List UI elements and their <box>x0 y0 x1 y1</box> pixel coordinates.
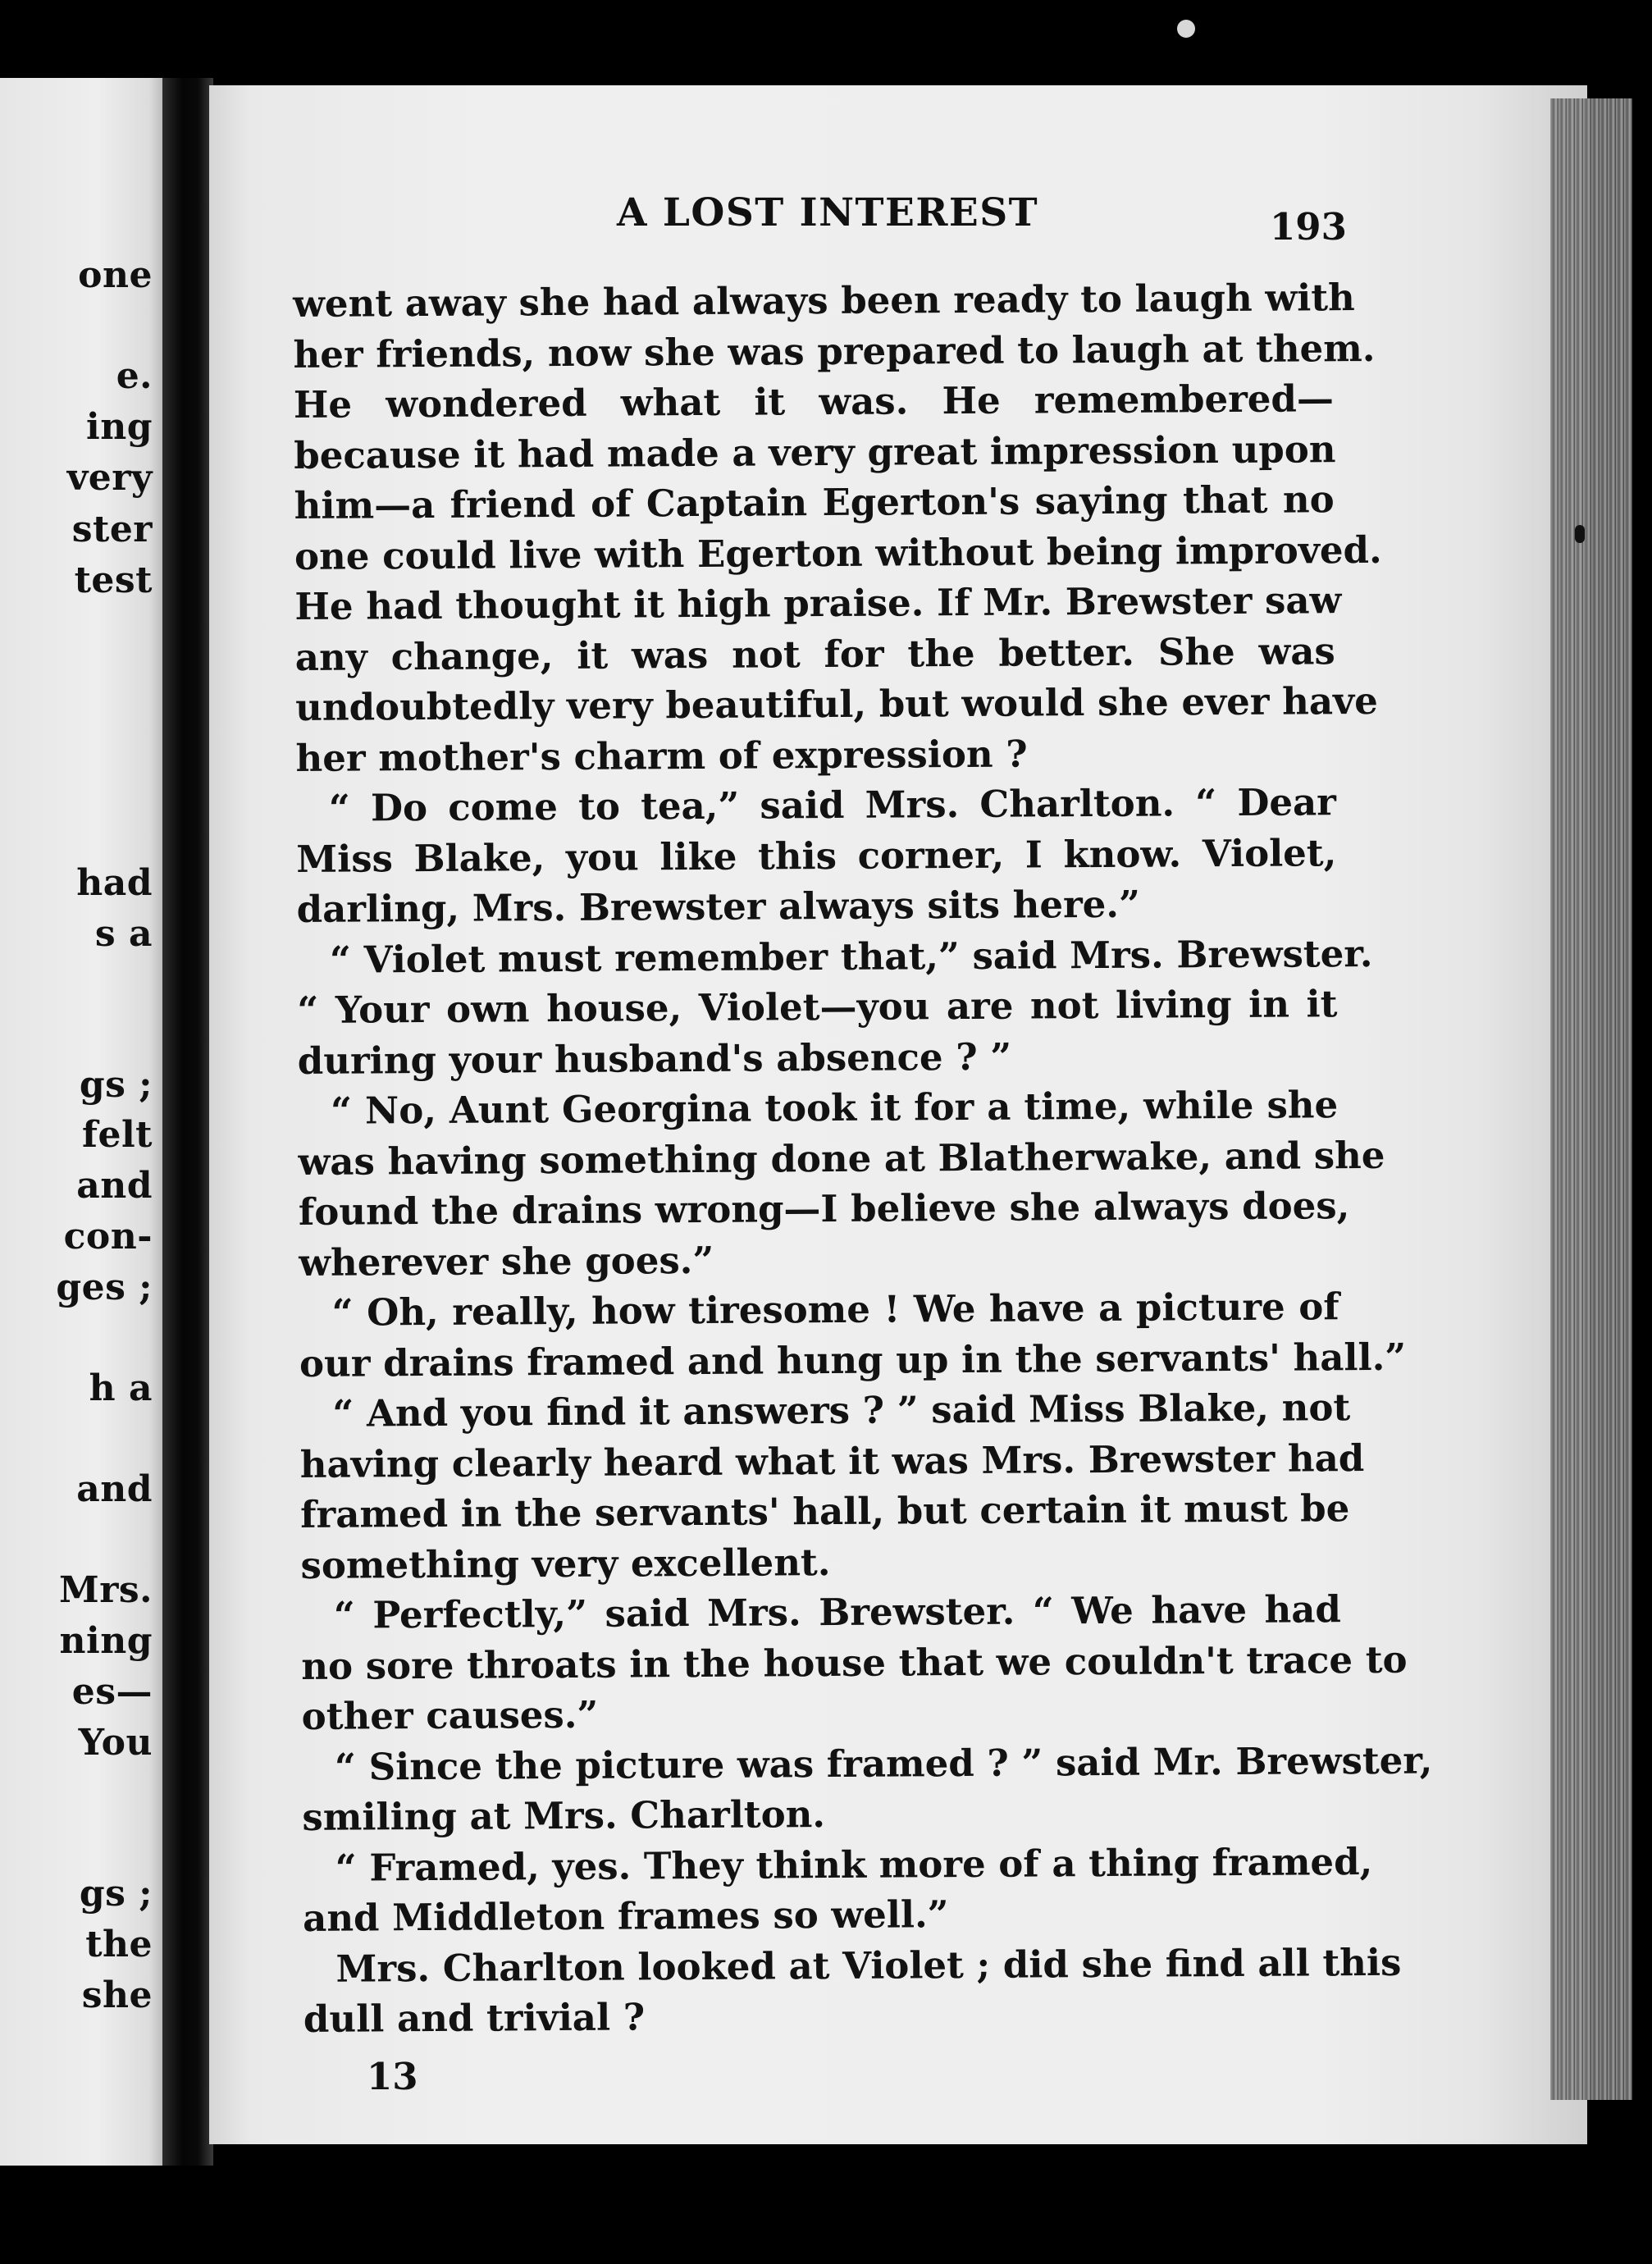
text-line: undoubtedly very beautiful, but would she ever have <box>295 678 1378 729</box>
text-line: darling, Mrs. Brewster always sits here.” <box>296 882 1141 931</box>
text-line: was having something done at Blatherwake, and she <box>298 1133 1385 1184</box>
text-line: “ Oh, really, how tiresome ! We have a picture of <box>331 1285 1339 1335</box>
text-line: him—a friend of Captain Egerton's saying that no <box>294 477 1335 527</box>
text-line: other causes.” <box>301 1692 599 1738</box>
text-line: Miss Blake, you like this corner, I know. Violet, <box>296 830 1337 881</box>
left-page-line: she <box>81 1974 153 2016</box>
left-page-line: gs ; <box>79 1064 153 1106</box>
text-line: her friends, now she was prepared to laugh at them. <box>293 326 1376 377</box>
text-line: during your husband's absence ? ” <box>297 1034 1012 1083</box>
text-line: “ Your own house, Violet—you are not living in it <box>297 982 1338 1032</box>
book-gutter-shadow <box>162 78 213 2166</box>
left-page-line: con- <box>63 1216 153 1258</box>
text-line: because it had made a very great impression upon <box>294 427 1336 477</box>
running-head: A LOST INTEREST <box>617 190 1039 235</box>
text-line: one could live with Egerton without being improved. <box>294 527 1382 578</box>
left-page-line: e. <box>116 355 153 397</box>
dust-speck <box>1177 20 1195 38</box>
text-line: smiling at Mrs. Charlton. <box>302 1792 826 1839</box>
text-line: “ Do come to tea,” said Mrs. Charlton. “ Dear <box>328 780 1337 830</box>
text-line: “ No, Aunt Georgina took it for a time, while she <box>331 1083 1339 1133</box>
text-line: having clearly heard what it was Mrs. Brewster had <box>299 1436 1365 1486</box>
left-facing-page <box>0 78 162 2166</box>
left-page-line: and <box>76 1468 153 1510</box>
text-line: her mother's charm of expression ? <box>295 732 1028 780</box>
text-line: “ And you find it answers ? ” said Miss Blake, not <box>332 1385 1351 1436</box>
text-line: wherever she goes.” <box>299 1238 714 1285</box>
left-page-line: ning <box>59 1620 153 1662</box>
text-line: He wondered what it was. He remembered— <box>293 377 1335 427</box>
left-page-line: ges ; <box>56 1267 153 1308</box>
page-body-text <box>293 272 1433 2044</box>
text-line: Mrs. Charlton looked at Violet ; did she find all this <box>335 1940 1402 1991</box>
text-line: our drains framed and hung up in the servants' hall.” <box>299 1335 1407 1385</box>
text-line: He had thought it high praise. If Mr. Brewster saw <box>294 578 1342 628</box>
page-edges <box>1550 98 1632 2100</box>
left-page-line: the <box>85 1924 153 1965</box>
left-page-line: felt <box>82 1114 153 1156</box>
left-page-line: es— <box>71 1671 153 1713</box>
text-line: went away she had always been ready to laugh with <box>293 276 1355 326</box>
left-page-line: gs ; <box>79 1873 153 1915</box>
text-line: “ Perfectly,” said Mrs. Brewster. “ We have had <box>333 1587 1342 1637</box>
text-line: “ Since the picture was framed ? ” said Mr. Brewster, <box>334 1738 1433 1789</box>
page-number: 193 <box>1270 205 1347 249</box>
left-page-line: Mrs. <box>59 1569 153 1611</box>
left-page-line: had <box>76 862 153 904</box>
signature-mark: 13 <box>367 2055 418 2098</box>
left-page-line: one <box>78 254 153 296</box>
left-page-line: test <box>74 559 153 601</box>
text-line: found the drains wrong—I believe she always does, <box>298 1184 1350 1234</box>
left-page-line: s a <box>94 913 153 955</box>
text-line: and Middleton frames so well.” <box>303 1892 949 1940</box>
left-page-line: You <box>78 1722 153 1764</box>
left-page-line: and <box>76 1165 153 1207</box>
text-line: “ Framed, yes. They think more of a thing framed, <box>335 1839 1373 1890</box>
text-line: no sore throats in the house that we couldn't trace to <box>301 1637 1408 1688</box>
text-line: “ Violet must remember that,” said Mrs. Brewster. <box>329 931 1373 982</box>
text-line: framed in the servants' hall, but certain it must be <box>300 1486 1350 1536</box>
text-line: something very excellent. <box>300 1540 831 1587</box>
left-page-line: ing <box>86 406 153 448</box>
left-page-line: very <box>66 457 153 499</box>
left-page-line: ster <box>71 509 153 550</box>
text-line: any change, it was not for the better. She was <box>294 628 1335 679</box>
text-line: dull and trivial ? <box>303 1995 646 2041</box>
left-page-line: h a <box>89 1367 153 1409</box>
edge-mark <box>1575 525 1585 543</box>
